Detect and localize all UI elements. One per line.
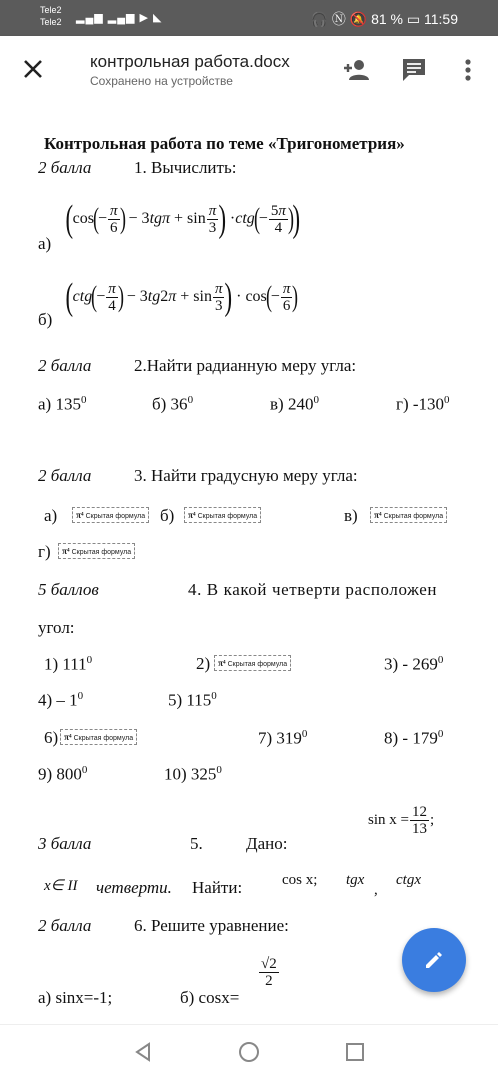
- q2-a: а) $135^0$: [38, 394, 87, 414]
- q5-find-label: Найти:: [192, 878, 243, 897]
- q4-text: 4. В какой четверти расположен: [188, 580, 438, 599]
- mute-icon: 🔕: [349, 11, 368, 27]
- q4-item-3: $3) - 269^0$: [384, 654, 444, 674]
- add-person-icon[interactable]: [342, 56, 370, 84]
- q4-text-2: угол:: [38, 618, 75, 637]
- q2-b: б) $36^0$: [152, 394, 194, 414]
- document-title: контрольная работа.docx: [90, 52, 290, 71]
- carrier-2: Tele2: [40, 17, 62, 27]
- q4-item-6-label: 6): [44, 728, 59, 747]
- q4-item-8: $8) - 179^0$: [384, 728, 444, 748]
- q2-d: г) $-130^0$: [396, 394, 450, 414]
- q5-find-tg: tgx: [346, 872, 365, 888]
- q2-text: 2.Найти радианную меру угла:: [134, 356, 357, 375]
- q2-points: 2 балла: [38, 356, 92, 375]
- q5-given-label: Дано:: [246, 834, 288, 853]
- q3-b-label: б): [160, 506, 175, 525]
- hidden-formula-q3a[interactable]: π⁴ Скрытая формула: [72, 507, 149, 523]
- back-icon[interactable]: [132, 1041, 154, 1063]
- q5-comma: ,: [374, 882, 378, 898]
- q6-points: 2 балла: [38, 916, 92, 935]
- q5-points: 3 балла: [38, 834, 92, 853]
- q6-b: б) cosx=: [180, 988, 240, 1007]
- q5-find-cos: cos x;: [282, 872, 318, 888]
- q3-d-label: г): [38, 542, 51, 561]
- q6-a: а) sinx=-1;: [38, 988, 113, 1007]
- carrier-1: Tele2: [40, 5, 62, 15]
- q5-condition: x∈ II: [44, 878, 78, 894]
- hidden-formula-q3c[interactable]: π⁴ Скрытая формула: [370, 507, 447, 523]
- q1-text: 1. Вычислить:: [134, 158, 237, 177]
- q4-points: 5 баллов: [38, 580, 99, 599]
- status-bar: [0, 0, 498, 36]
- comment-icon[interactable]: [400, 56, 428, 84]
- app-bar: [0, 36, 498, 104]
- q4-item-10: 10) $325^0$: [164, 764, 222, 784]
- nfc-icon: Ⓝ: [331, 11, 346, 27]
- q1-b-label: б): [38, 310, 53, 329]
- battery-percent: 81 %: [371, 11, 403, 27]
- close-icon[interactable]: [22, 58, 44, 80]
- battery-icon: ▭: [406, 11, 421, 27]
- q4-item-1: 1) $111^0$: [44, 654, 93, 674]
- navigation-bar: [0, 1024, 498, 1081]
- q4-item-5: 5) $115^0$: [168, 690, 217, 710]
- q1-a-expression: ( cos ( − $\frac{\pi}{6}$ ) − 3 tgπ + sin $\frac{\pi}{3}$ ) · ctg ( − $\frac{5\pi}{4}$ ) ): [65, 198, 300, 240]
- hidden-formula-q3d[interactable]: π⁴ Скрытая формула: [58, 543, 135, 559]
- q3-a-label: а): [44, 506, 58, 525]
- more-options-icon[interactable]: [456, 56, 480, 84]
- q6-b-fraction: $\frac{√2}{2}$: [261, 956, 277, 989]
- signal-icons: ▂▄▆ ▂▄▆ ▶ ◣: [76, 12, 163, 24]
- q3-text: 3. Найти градусную меру угла:: [134, 466, 358, 485]
- q5-given-sin: sin x = $\frac{12}{13}$ ;: [368, 804, 435, 837]
- document-body: [0, 104, 498, 1024]
- q4-item-2-label: 2): [196, 654, 211, 673]
- doc-heading: Контрольная работа по теме «Тригонометрия»: [44, 134, 405, 153]
- hidden-formula-q4-2[interactable]: π⁴ Скрытая формула: [214, 655, 291, 671]
- carrier-labels: [40, 4, 62, 28]
- q1-points: 2 балла: [38, 158, 92, 177]
- q1-b-expression: ( ctg ( − $\frac{\pi}{4}$ ) − 3 tg 2 π + sin $\frac{\pi}{3}$ ) · cos ( − $\frac{\pi}{6}$ ): [65, 276, 299, 318]
- q4-item-9: 9) $800^0$: [38, 764, 88, 784]
- document-subtitle: Сохранено на устройстве: [90, 74, 233, 88]
- q5-find-ctg: ctgx: [396, 872, 421, 888]
- q4-item-4: $4) - 1^0$: [38, 690, 84, 710]
- edit-button[interactable]: [402, 928, 466, 992]
- pencil-icon: [422, 948, 446, 972]
- q1-a-label: а): [38, 234, 52, 253]
- clock: 11:59: [424, 11, 458, 27]
- q3-points: 2 балла: [38, 466, 92, 485]
- status-right: [311, 9, 458, 29]
- q6-text: 6. Решите уравнение:: [134, 916, 289, 935]
- q2-c: в) $240^0$: [270, 394, 319, 414]
- q3-c-label: в): [344, 506, 358, 525]
- q5-quarter: четверти.: [96, 878, 172, 897]
- headset-icon: 🎧: [310, 11, 328, 27]
- hidden-formula-q3b[interactable]: π⁴ Скрытая формула: [184, 507, 261, 523]
- q5-number: 5.: [190, 834, 203, 853]
- q4-item-7: 7) $319^0$: [258, 728, 308, 748]
- hidden-formula-q4-6[interactable]: π⁴ Скрытая формула: [60, 729, 137, 745]
- home-icon[interactable]: [238, 1041, 260, 1063]
- recents-icon[interactable]: [344, 1041, 366, 1063]
